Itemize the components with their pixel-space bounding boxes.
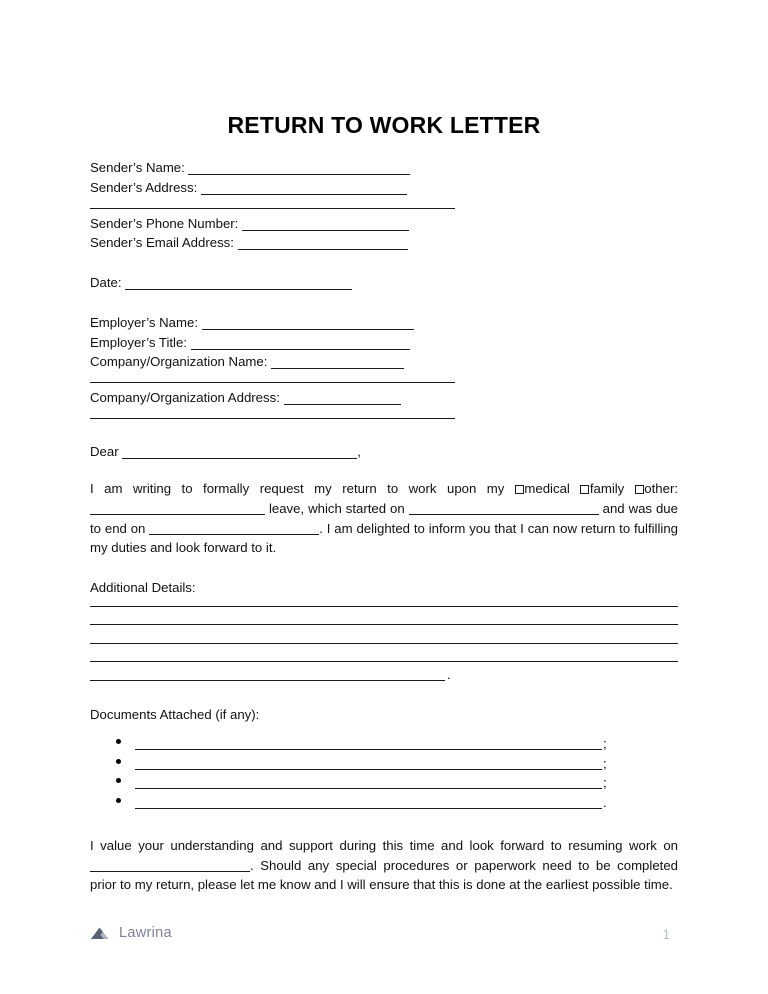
closing-segment-2: . Should any special procedures or paperwork need to be completed prior to my return, please let me know and I will ensure that this is done at the earliest possible time. bbox=[90, 857, 678, 893]
body-segment-4: . I am delighted to inform you that I can now return to fulfilling my duties and look forward to it. bbox=[90, 520, 679, 556]
writing-line[interactable] bbox=[90, 643, 678, 644]
fill-in-rule-document[interactable] bbox=[135, 769, 602, 770]
field-row-senders-phone bbox=[90, 214, 678, 233]
field-label: Company/Organization Address: bbox=[90, 389, 280, 405]
field-label: Company/Organization Name: bbox=[90, 353, 268, 369]
line-end-punctuation: . bbox=[447, 666, 451, 682]
writing-line[interactable] bbox=[90, 624, 678, 625]
salutation-word: Dear bbox=[90, 444, 119, 460]
field-row-senders-address bbox=[90, 178, 678, 197]
writing-line-last-wrap bbox=[90, 666, 678, 682]
checkbox-label-family: family bbox=[589, 481, 625, 497]
line-end-punctuation: ; bbox=[603, 736, 607, 752]
documents-attached-list bbox=[90, 736, 678, 814]
checkbox-medical[interactable] bbox=[515, 485, 524, 494]
checkbox-family[interactable] bbox=[580, 485, 589, 494]
fill-in-rule[interactable] bbox=[125, 278, 352, 290]
line-end-punctuation: . bbox=[603, 794, 607, 810]
fill-in-rule[interactable] bbox=[271, 357, 404, 369]
closing-paragraph bbox=[90, 836, 678, 895]
field-label: Employer’s Name: bbox=[90, 315, 198, 331]
closing-segment-1: I value your understanding and support during this time and look forward to resuming work on bbox=[90, 838, 678, 854]
field-row-company-address bbox=[90, 388, 678, 407]
list-item bbox=[90, 795, 678, 815]
field-label: Employer’s Title: bbox=[90, 334, 187, 350]
checkbox-other[interactable] bbox=[635, 485, 644, 494]
checkbox-label-medical: medical bbox=[524, 481, 570, 497]
document-content bbox=[90, 0, 678, 895]
page-footer bbox=[90, 925, 678, 955]
fill-in-rule-document[interactable] bbox=[135, 788, 602, 789]
body-segment-3: and was due to end on bbox=[90, 500, 678, 536]
additional-details-lines bbox=[90, 606, 678, 681]
additional-details-heading: Additional Details: bbox=[90, 579, 196, 595]
fill-in-rule[interactable] bbox=[202, 318, 414, 330]
field-row-senders-email bbox=[90, 233, 678, 252]
fill-in-rule[interactable] bbox=[284, 393, 401, 405]
bullet-dot-icon bbox=[116, 798, 121, 803]
field-label: Sender’s Address: bbox=[90, 179, 198, 195]
bullet-dot-icon bbox=[116, 759, 121, 764]
body-segment-1: I am writing to formally request my return to work upon my bbox=[90, 481, 505, 497]
writing-line[interactable] bbox=[90, 606, 678, 607]
brand-logo bbox=[90, 925, 172, 941]
brand-name: Lawrina bbox=[119, 925, 172, 941]
bullet-dot-icon bbox=[116, 778, 121, 783]
fill-in-rule-leave-type[interactable] bbox=[90, 504, 265, 515]
line-end-punctuation: ; bbox=[603, 775, 607, 791]
page-title: RETURN TO WORK LETTER bbox=[227, 112, 541, 138]
fill-in-rule[interactable] bbox=[201, 183, 407, 195]
writing-line[interactable] bbox=[90, 661, 678, 662]
documents-attached-heading: Documents Attached (if any): bbox=[90, 706, 260, 722]
fill-in-rule-document[interactable] bbox=[135, 808, 602, 809]
field-row-senders-name bbox=[90, 158, 678, 177]
list-item bbox=[90, 775, 678, 795]
fill-in-rule-end-date[interactable] bbox=[149, 524, 319, 535]
field-row-employers-name bbox=[90, 313, 678, 332]
fill-in-rule-salutation[interactable] bbox=[122, 447, 357, 459]
fill-in-rule[interactable] bbox=[191, 338, 410, 350]
field-row-employers-title bbox=[90, 333, 678, 352]
fill-in-rule[interactable] bbox=[242, 219, 409, 231]
field-label: Date: bbox=[90, 275, 122, 291]
writing-line[interactable] bbox=[90, 680, 445, 681]
page-number: 1 bbox=[662, 927, 670, 942]
checkbox-label-other: other: bbox=[644, 481, 679, 497]
field-label: Sender’s Email Address: bbox=[90, 234, 234, 250]
field-row-company-name bbox=[90, 352, 678, 371]
fill-in-rule-start-date[interactable] bbox=[409, 504, 599, 515]
field-label: Sender’s Phone Number: bbox=[90, 215, 239, 231]
fill-in-rule-return-date[interactable] bbox=[90, 861, 250, 872]
sender-fields-block bbox=[90, 158, 678, 252]
list-item bbox=[90, 736, 678, 756]
field-label: Sender’s Name: bbox=[90, 160, 185, 176]
body-paragraph bbox=[90, 479, 678, 557]
body-segment-2: leave, which started on bbox=[268, 500, 405, 516]
fill-in-rule[interactable] bbox=[188, 163, 410, 175]
salutation-comma: , bbox=[357, 444, 361, 460]
lawrina-mountain-icon bbox=[90, 925, 112, 941]
salutation-row bbox=[90, 442, 678, 461]
fill-in-rule-document[interactable] bbox=[135, 749, 602, 750]
list-item bbox=[90, 756, 678, 776]
employer-fields-block bbox=[90, 313, 678, 419]
line-end-punctuation: ; bbox=[603, 755, 607, 771]
bullet-dot-icon bbox=[116, 739, 121, 744]
field-row-date bbox=[90, 273, 678, 292]
fill-in-rule[interactable] bbox=[238, 238, 408, 250]
